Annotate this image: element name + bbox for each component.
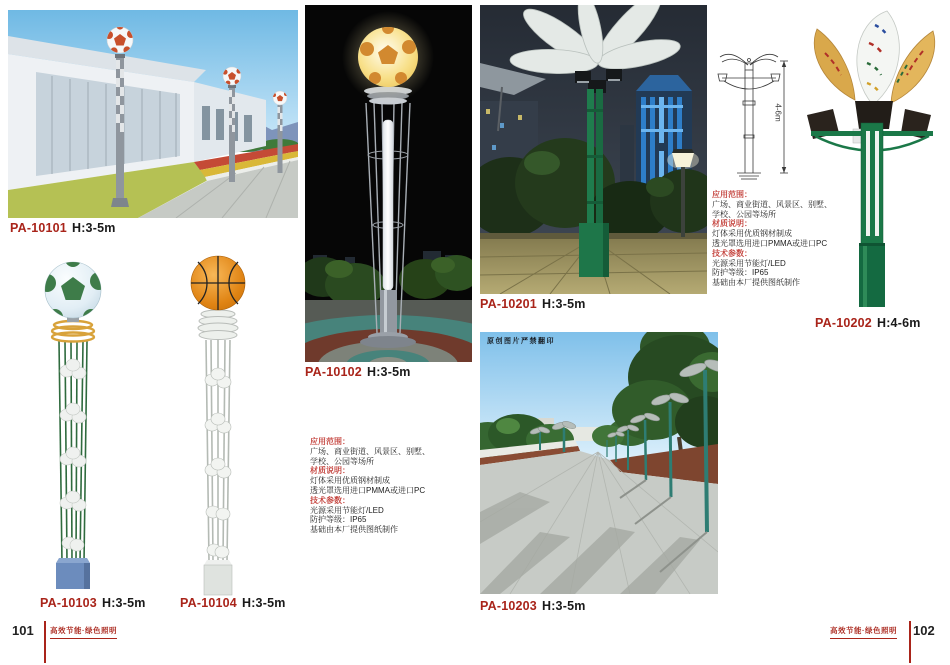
product-code: PA-10202 xyxy=(815,316,872,330)
golden-rings xyxy=(52,321,94,342)
product-label-pa10201 xyxy=(480,297,586,311)
footer-slogan-right: 高效节能·绿色照明 xyxy=(830,625,897,639)
product-code: PA-10101 xyxy=(10,221,67,235)
base-cube xyxy=(56,558,90,589)
spec-line: 透光罩选用进口PMMA或进口PC xyxy=(712,238,828,248)
product-label-pa10202 xyxy=(815,316,921,330)
spec-line: 灯体采用优质钢材制成 xyxy=(310,476,390,486)
spec-line: 基础由本厂提供图纸制作 xyxy=(310,525,398,535)
spec-application-heading: 应用范围： xyxy=(712,190,752,199)
dimension-label: 4-6m xyxy=(773,103,783,122)
product-code: PA-10203 xyxy=(480,599,537,613)
spec-application-heading: 应用范围： xyxy=(310,437,350,446)
photo-pa10101 xyxy=(8,10,298,218)
spec-line: 基础由本厂提供图纸制作 xyxy=(712,278,800,288)
product-code: PA-10201 xyxy=(480,297,537,311)
spec-material-heading: 材质说明： xyxy=(712,219,752,229)
photo-pa10201 xyxy=(480,5,707,294)
spec-line: 光源采用节能灯/LED xyxy=(712,258,786,268)
spec-line: 光源采用节能灯/LED xyxy=(310,505,384,515)
photo-pa10102 xyxy=(305,5,472,362)
product-code: PA-10102 xyxy=(305,365,362,379)
product-height: H:3-5m xyxy=(541,297,586,311)
spec-line: 广场、商业街道、风景区、别墅、 xyxy=(310,446,430,456)
spec-block-left xyxy=(310,437,470,535)
figure-pa10202-wing-lamp xyxy=(795,5,948,310)
product-height: H:3-5m xyxy=(241,596,286,610)
product-height: H:3-5m xyxy=(541,599,586,613)
product-code: PA-10104 xyxy=(180,596,237,610)
spec-material-heading: 材质说明： xyxy=(310,466,350,476)
glowing-tube xyxy=(383,120,393,290)
spec-tech-heading: 技术参数： xyxy=(712,248,752,258)
spec-line: 学校、公园等场所 xyxy=(310,456,374,466)
product-code: PA-10103 xyxy=(40,596,97,610)
copyright-watermark: 原创图片严禁翻印 xyxy=(487,338,555,345)
product-height: H:4-6m xyxy=(876,316,921,330)
footer-divider-right xyxy=(909,621,911,663)
product-label-pa10203 xyxy=(480,599,586,613)
pole xyxy=(811,123,933,307)
figure-pa10103-soccer-lamp xyxy=(25,255,135,595)
product-label-pa10103 xyxy=(40,596,146,610)
spec-line: 广场、商业街道、风景区、别墅、 xyxy=(712,199,832,209)
product-height: H:3-5m xyxy=(366,365,411,379)
spec-line: 透光罩选用进口PMMA或进口PC xyxy=(310,485,426,495)
spec-line: 防护等级：IP65 xyxy=(712,268,769,278)
photo-pa10203 xyxy=(480,332,718,594)
product-label-pa10104 xyxy=(180,596,286,610)
product-height: H:3-5m xyxy=(71,221,116,235)
spec-line: 防护等级：IP65 xyxy=(310,515,367,525)
spec-tech-heading: 技术参数： xyxy=(310,495,350,505)
page-number-right: 102 xyxy=(913,623,935,638)
wings xyxy=(814,11,935,105)
white-drum xyxy=(198,310,238,340)
spec-line: 学校、公园等场所 xyxy=(712,209,776,219)
product-label-pa10101 xyxy=(10,221,116,235)
spec-line: 灯体采用优质钢材制成 xyxy=(712,229,792,239)
footer-divider-left xyxy=(44,621,46,663)
product-label-pa10102 xyxy=(305,365,411,379)
footer-slogan-left: 高效节能·绿色照明 xyxy=(50,625,117,639)
figure-pa10104-basketball-lamp xyxy=(168,250,272,602)
product-height: H:3-5m xyxy=(101,596,146,610)
page-number-left: 101 xyxy=(12,623,34,638)
base-cube xyxy=(204,560,232,595)
